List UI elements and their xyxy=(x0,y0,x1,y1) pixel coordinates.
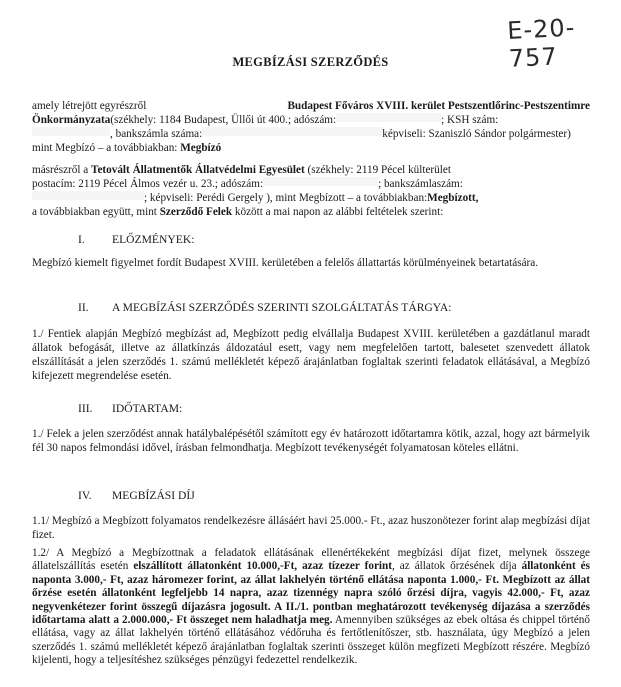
section-1-heading: I. ELŐZMÉNYEK: xyxy=(78,233,195,246)
section-3-text: 1./ Felek a jelen szerződést annak hatálybalépésétől számított egy év határozott időtartamra kötik, azzal, hogy azt bármelyik fél 30 napos felmondási idővel, írásban felmondhatja. Megbízott tevékenységét folyamatosan köteles ellátni. xyxy=(32,428,590,454)
section-4-paragraph-2: 1.2/ A Megbízó a Megbízottnak a feladatok ellátásának ellenértékeként megbízási díjat fizet, melynek összege állatelszállítás esetén elszállított állatonként 10.000,-Ft, azaz tízezer forint, az állatok őrzésének díja állatonként és naponta 3.000,- Ft, azaz háromezer forint, az állat lakhelyén történő ellátása naponta 1.000,- Ft. Megbízott az állat őrzése esetén állatonként legfeljebb 14 napra, azaz tizennégy napra szóló őrzési díjra, vagyis 42.000,- Ft, azaz negyvenkétezer forint összegű díjazásra jogosult. A II./1. pontban meghatározott tevékenység díjazása a szerződés időtartama alatt a 2.000.000,- Ft összeget nem haladhatja meg. Amennyiben szükséges az ebek oltása és chippel történő ellátása, vagy az állat lakhelyén történő ellátásához védőruha és fertőtlenítőszer, stb. használata, úgy Megbízó a jelen szerződés 1. számú mellékletét képező árajánlatban foglaltak szerinti összeget külön megfizeti Megbízott részére. Megbízó kijelenti, hogy a teljesítéshez szükséges pénzügyi fedezettel rendelkezik. xyxy=(32,547,590,667)
party-1-line-3: , bankszámla száma: képviseli: Szaniszló Sándor polgármester) xyxy=(32,127,590,141)
redaction xyxy=(336,113,441,122)
redaction xyxy=(32,191,144,200)
party-2-line-4: a továbbiakban együtt, mint Szerződő Felek között a mai napon az alábbi feltételek szerint: xyxy=(32,206,444,218)
party-1-line-4: mint Megbízó – a továbbiakban: Megbízó xyxy=(32,142,222,154)
party-1-block xyxy=(32,99,590,155)
section-1-text: Megbízó kiemelt figyelmet fordít Budapest XVIII. kerületében a felelős állattartás körülményeinek betartatására. xyxy=(32,257,539,269)
redaction xyxy=(32,127,110,136)
handwritten-reference-number: E-20-757 xyxy=(506,13,577,73)
party-1-line-1: amely létrejött egyrészről Budapest Főváros XVIII. kerület Pestszentlőrinc-Pestszentimre xyxy=(32,100,590,112)
redaction xyxy=(263,177,378,186)
document-title: MEGBÍZÁSI SZERZŐDÉS xyxy=(232,55,389,69)
party-2-line-3: ; képviseli: Perédi Gergely ), mint Megbízott – a továbbiakban: Megbízott, xyxy=(32,191,590,205)
section-2-text: 1./ Fentiek alapján Megbízó megbízást ad, Megbízott pedig elvállalja Budapest XVIII. kerületében a gazdátlanul maradt állatok befogását, illetve az állatkínzás áldozatául esett, vagy nem megfelelően tartott, balesetet szenvedett állatok elszállítását a jelen szerződés 1. számú mellékletét képező árajánlatban foglaltak szerinti feladatok ellátásával, a Megbízó kifejezett megrendelése esetén. xyxy=(32,328,590,382)
party-2-line-1: másrészről a Tetovált Állatmentők Állatvédelmi Egyesület (székhely: 2119 Pécel külterület xyxy=(32,164,451,176)
section-4-paragraph-1: 1.1/ Megbízó a Megbízott folyamatos rendelkezésre állásáért havi 25.000.- Ft., azaz huszonötezer forint alap megbízási díjat fizet. xyxy=(32,515,590,541)
redaction xyxy=(202,127,382,136)
party-2-line-2: postacím: 2119 Pécel Álmos vezér u. 23.; adószám: ; bankszámlaszám: xyxy=(32,178,463,190)
party-1-line-2: Önkormányzata (székhely: 1184 Budapest, Üllői út 400.; adószám: ; KSH szám: xyxy=(32,114,499,126)
section-3-heading: III. IDŐTARTAM: xyxy=(78,402,183,415)
party-2-block xyxy=(32,163,590,219)
section-4-heading: IV. MEGBÍZÁSI DÍJ xyxy=(78,489,195,502)
section-2-heading: II. A MEGBÍZÁSI SZERZŐDÉS SZERINTI SZOLGÁLTATÁS TÁRGYA: xyxy=(78,301,452,314)
